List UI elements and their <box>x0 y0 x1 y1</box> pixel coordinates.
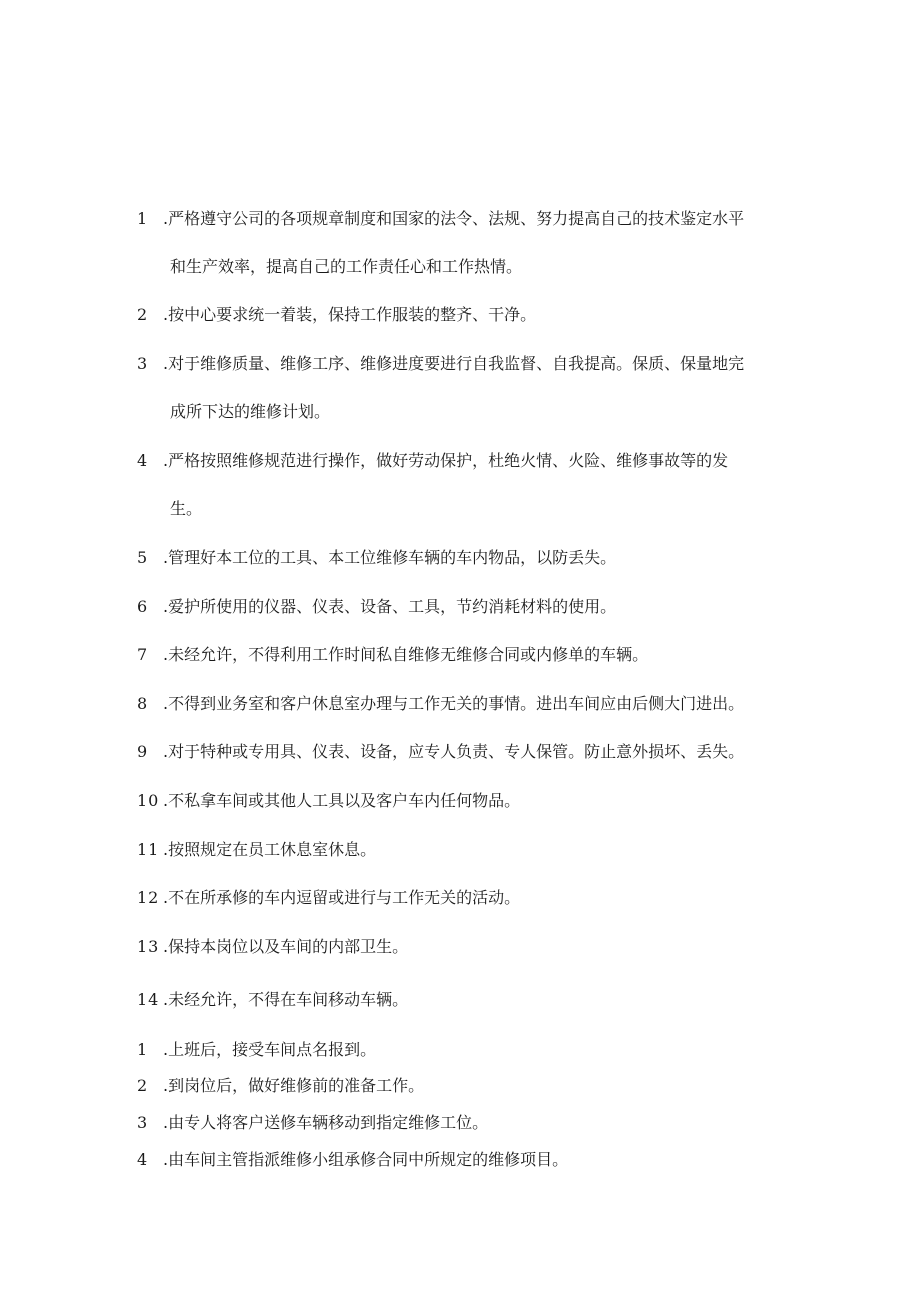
step-text: .由车间主管指派维修小组承修合同中所规定的维修项目。 <box>163 1150 569 1169</box>
step-text: .上班后，接受车间点名报到。 <box>163 1040 377 1059</box>
item-number: 14 <box>137 990 160 1009</box>
step-item <box>137 1148 797 1172</box>
item-text: .未经允许，不得利用工作时间私自维修无维修合同或内修单的车辆。 <box>163 645 649 664</box>
list-item <box>137 207 797 231</box>
list-item <box>137 789 797 813</box>
list-item <box>137 643 797 667</box>
item-continuation: 生。 <box>170 499 203 518</box>
list-item <box>137 546 797 570</box>
list-item <box>137 935 797 959</box>
item-number: 8 <box>137 694 149 713</box>
item-text: .对于维修质量、维修工序、维修进度要进行自我监督、自我提高。保质、保量地完 <box>163 354 745 373</box>
list-item <box>137 886 797 910</box>
step-number: 3 <box>137 1113 149 1132</box>
item-number: 2 <box>137 305 149 324</box>
item-continuation: 成所下达的维修计划。 <box>170 402 331 421</box>
item-number: 5 <box>137 548 149 567</box>
step-text: .到岗位后，做好维修前的准备工作。 <box>163 1076 425 1095</box>
step-text: .由专人将客户送修车辆移动到指定维修工位。 <box>163 1113 489 1132</box>
step-item <box>137 1111 797 1135</box>
item-text: .不得到业务室和客户休息室办理与工作无关的事情。进出车间应由后侧大门进出。 <box>163 694 745 713</box>
item-text: .对于特种或专用具、仪表、设备，应专人负责、专人保管。防止意外损坏、丢失。 <box>163 742 745 761</box>
item-number: 3 <box>137 354 149 373</box>
step-number: 1 <box>137 1040 149 1059</box>
item-number: 13 <box>137 937 160 956</box>
list-item <box>137 449 797 473</box>
step-item <box>137 1074 797 1098</box>
item-number: 7 <box>137 645 149 664</box>
list-item <box>137 988 797 1012</box>
item-number: 6 <box>137 597 149 616</box>
step-item <box>137 1038 797 1062</box>
item-text: .不在所承修的车内逗留或进行与工作无关的活动。 <box>163 888 521 907</box>
list-item <box>137 740 797 764</box>
item-number: 1 <box>137 209 149 228</box>
list-item <box>137 838 797 862</box>
item-number: 9 <box>137 742 149 761</box>
item-continuation: 和生产效率，提高自己的工作责任心和工作热情。 <box>170 257 523 276</box>
item-text: .不私拿车间或其他人工具以及客户车内任何物品。 <box>163 791 521 810</box>
item-text: .管理好本工位的工具、本工位维修车辆的车内物品，以防丢失。 <box>163 548 617 567</box>
item-number: 10 <box>137 791 160 810</box>
list-item <box>137 352 797 376</box>
item-text: .严格按照维修规范进行操作，做好劳动保护，杜绝火情、火险、维修事故等的发 <box>163 451 729 470</box>
item-text: .按中心要求统一着装，保持工作服装的整齐、干净。 <box>163 305 537 324</box>
item-text: .按照规定在员工休息室休息。 <box>163 840 377 859</box>
item-number: 4 <box>137 451 149 470</box>
item-number: 12 <box>137 888 160 907</box>
list-item <box>137 303 797 327</box>
item-text: .严格遵守公司的各项规章制度和国家的法令、法规、努力提高自己的技术鉴定水平 <box>163 209 745 228</box>
item-text: .未经允许，不得在车间移动车辆。 <box>163 990 409 1009</box>
item-number: 11 <box>137 840 160 859</box>
list-item <box>137 692 797 716</box>
item-text: .爱护所使用的仪器、仪表、设备、工具，节约消耗材料的使用。 <box>163 597 617 616</box>
item-text: .保持本岗位以及车间的内部卫生。 <box>163 937 409 956</box>
step-number: 2 <box>137 1076 149 1095</box>
list-item <box>137 595 797 619</box>
step-number: 4 <box>137 1150 149 1169</box>
